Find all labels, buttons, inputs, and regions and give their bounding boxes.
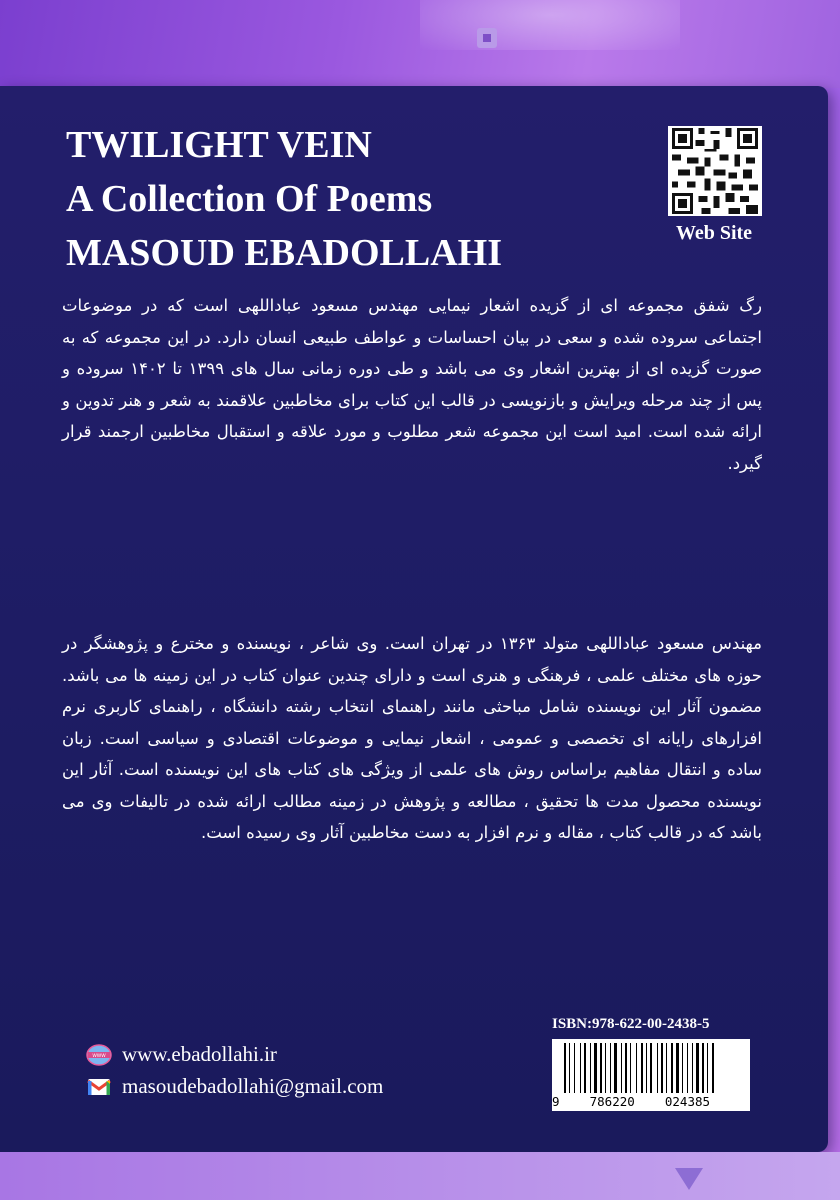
qr-code-icon[interactable] bbox=[668, 126, 762, 216]
barcode-bar bbox=[569, 1043, 570, 1093]
email-contact[interactable] bbox=[86, 1074, 383, 1099]
barcode-bar bbox=[702, 1043, 704, 1093]
gmail-icon bbox=[86, 1076, 112, 1098]
barcode-bar bbox=[584, 1043, 586, 1093]
barcode-bar bbox=[641, 1043, 643, 1093]
barcode-bar bbox=[646, 1043, 647, 1093]
email-link[interactable]: masoudebadollahi@gmail.com bbox=[122, 1074, 384, 1098]
barcode-bar bbox=[636, 1043, 637, 1093]
qr-label: Web Site bbox=[675, 222, 753, 244]
barcode-bar bbox=[712, 1043, 714, 1093]
barcode-digits: 9 786220 024385 bbox=[552, 1094, 711, 1109]
barcode-bar bbox=[625, 1043, 627, 1093]
light-glow bbox=[420, 0, 680, 50]
barcode-bar bbox=[696, 1043, 699, 1093]
book-description: رگ شفق مجموعه ای از گزیده اشعار نیمایی مهندس مسعود عباداللهی است که در موضوعات اجتماعی سروده شده و سعی در بیان احساسات و عواطف طبیعی انسان دارد. در این مجموعه که به صورت گزیده ای از بهترین اشعار وی می باشد و طی دوره زمانی سال های ۱۳۹۹ تا ۱۴۰۲ سروده و پس از چند مرحله ویرایش و بازنویسی در قالب این کتاب برای مخاطبین علاقمند به شعر و هنر تدوین و ارائه شده است. امید است این مجموعه شعر مطلوب و مورد علاقه و استقبال مخاطبین ارجمند قرار گیرد. bbox=[62, 296, 762, 473]
barcode-bar bbox=[676, 1043, 679, 1093]
globe-icon bbox=[86, 1044, 112, 1066]
barcode-bar bbox=[564, 1043, 566, 1093]
barcode-bar bbox=[661, 1043, 663, 1093]
barcode-bar bbox=[605, 1043, 606, 1093]
barcode-bar bbox=[682, 1043, 683, 1093]
isbn-number: ISBN:978-622-00-2438-5 bbox=[552, 1016, 710, 1032]
barcode-bar bbox=[594, 1043, 597, 1093]
website-link[interactable]: www.ebadollahi.ir bbox=[122, 1042, 277, 1066]
barcode-bar bbox=[610, 1043, 611, 1093]
cover-title bbox=[66, 118, 502, 280]
background-bottom-strip bbox=[0, 1152, 840, 1200]
drag-handle-icon bbox=[477, 28, 497, 48]
barcode-bar bbox=[687, 1043, 688, 1093]
isbn-block bbox=[552, 1016, 752, 1111]
background-top-band bbox=[0, 0, 840, 88]
barcode-bar bbox=[580, 1043, 581, 1093]
title-line-2: A Collection Of Poems bbox=[66, 178, 433, 220]
barcode-bar bbox=[630, 1043, 631, 1093]
barcode-bar bbox=[600, 1043, 602, 1093]
title-line-1: TWILIGHT VEIN bbox=[66, 124, 372, 166]
svg-text:WWW: WWW bbox=[92, 1053, 106, 1059]
author-name: MASOUD EBADOLLAHI bbox=[66, 232, 502, 274]
barcode-bar bbox=[650, 1043, 652, 1093]
barcode-bar bbox=[621, 1043, 622, 1093]
barcode-bar bbox=[692, 1043, 693, 1093]
barcode-bar bbox=[574, 1043, 575, 1093]
barcode-bar bbox=[666, 1043, 667, 1093]
website-contact[interactable] bbox=[86, 1042, 277, 1067]
barcode-bar bbox=[590, 1043, 591, 1093]
barcode-bar bbox=[671, 1043, 673, 1093]
scroll-down-icon[interactable] bbox=[675, 1168, 703, 1190]
barcode-bar bbox=[707, 1043, 708, 1093]
barcode bbox=[552, 1039, 750, 1111]
barcode-bar bbox=[657, 1043, 658, 1093]
barcode-bar bbox=[614, 1043, 617, 1093]
author-biography: مهندس مسعود عباداللهی متولد ۱۳۶۳ در تهران است. وی شاعر ، نویسنده و مخترع و پژوهشگر در حوزه های مختلف علمی ، فرهنگی و هنری است و دارای چندین عنوان کتاب در این زمینه ها می باشد. مضمون آثار این نویسنده شامل مباحثی مانند راهنمای انتخاب رشته دانشگاه ، راهنمای کاربری نرم افزارهای رایانه ای تخصصی و عمومی ، اشعار نیمایی و موضوعات اقتصادی و سیاسی است. زبان ساده و انتقال مفاهیم براساس روش های علمی از ویژگی های کتاب های این نویسنده است. آثار این نویسنده محصول مدت ها تحقیق ، مطالعه و پژوهش در زمینه مطالب ارائه شده در تالیفات وی می باشد که در قالب کتاب ، مقاله و نرم افزار به دست مخاطبین آثار وی رسیده است. bbox=[62, 634, 762, 842]
